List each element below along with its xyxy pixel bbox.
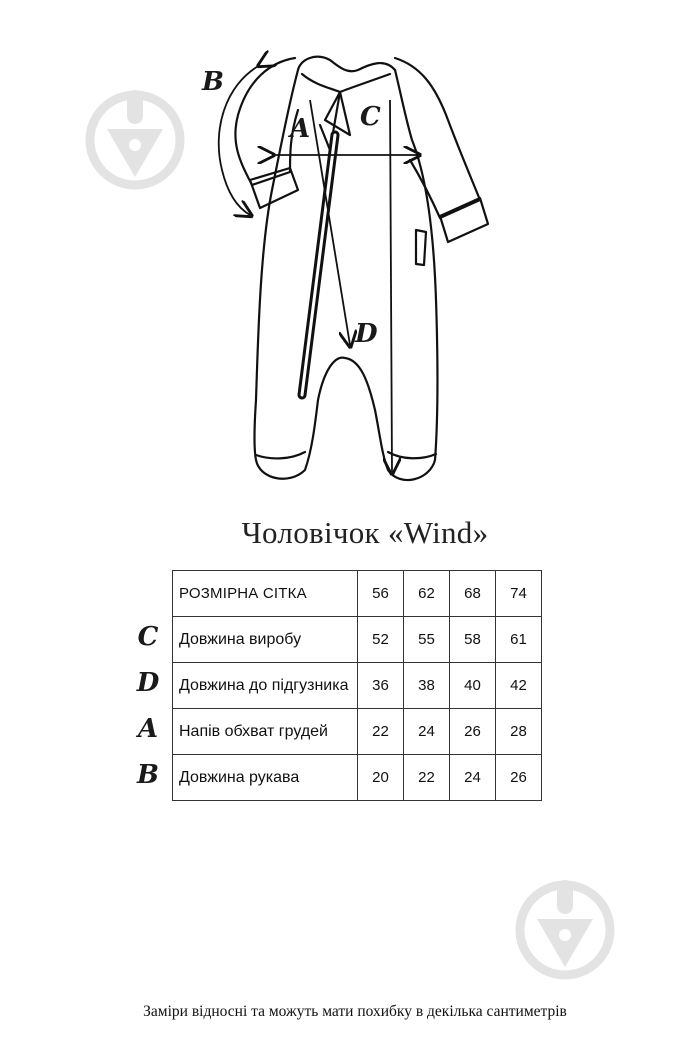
table-cell: 24 bbox=[404, 709, 450, 755]
table-row bbox=[173, 755, 542, 801]
table-row bbox=[173, 663, 542, 709]
collar bbox=[298, 57, 395, 72]
product-title: Чоловічок «Wind» bbox=[241, 515, 489, 550]
table-cell: 52 bbox=[358, 617, 404, 663]
table-cell: 42 bbox=[496, 663, 542, 709]
table-row bbox=[173, 709, 542, 755]
right-sleeve bbox=[395, 58, 480, 218]
watermark-logo-icon bbox=[85, 85, 185, 195]
table-cell: 22 bbox=[358, 709, 404, 755]
table-cell: 28 bbox=[496, 709, 542, 755]
size-column-header: 68 bbox=[450, 571, 496, 617]
table-cell: 20 bbox=[358, 755, 404, 801]
table-cell: 22 bbox=[404, 755, 450, 801]
table-cell: 36 bbox=[358, 663, 404, 709]
table-cell: 61 bbox=[496, 617, 542, 663]
size-column-header: 74 bbox=[496, 571, 542, 617]
row-letter-c: C bbox=[137, 622, 159, 652]
table-row bbox=[173, 617, 542, 663]
row-label: Довжина рукава bbox=[173, 755, 358, 801]
table-cell: 38 bbox=[404, 663, 450, 709]
table-header-label: РОЗМІРНА СІТКА bbox=[173, 571, 358, 617]
size-column-header: 56 bbox=[358, 571, 404, 617]
bodysuit-illustration bbox=[190, 40, 510, 510]
label-b: B bbox=[202, 67, 224, 97]
watermark-logo-icon bbox=[515, 875, 615, 985]
table-cell: 40 bbox=[450, 663, 496, 709]
label-a: A bbox=[290, 114, 311, 144]
label-c: C bbox=[360, 102, 381, 132]
table-cell: 26 bbox=[496, 755, 542, 801]
size-chart-table bbox=[172, 570, 542, 801]
table-cell: 58 bbox=[450, 617, 496, 663]
size-column-header: 62 bbox=[404, 571, 450, 617]
table-cell: 55 bbox=[404, 617, 450, 663]
table-cell: 26 bbox=[450, 709, 496, 755]
row-letter-a: A bbox=[137, 714, 159, 744]
right-cuff bbox=[440, 198, 488, 242]
table-header-row bbox=[173, 571, 542, 617]
row-label: Довжина виробу bbox=[173, 617, 358, 663]
table-cell: 24 bbox=[450, 755, 496, 801]
left-cuff bbox=[250, 168, 298, 208]
label-d: D bbox=[355, 319, 378, 349]
row-label: Довжина до підгузника bbox=[173, 663, 358, 709]
row-label: Напів обхват грудей bbox=[173, 709, 358, 755]
row-letter-b: B bbox=[137, 760, 159, 790]
row-letter-d: D bbox=[136, 668, 160, 698]
measurement-disclaimer: Заміри відносні та можуть мати похибку в декілька сантиметрів bbox=[143, 1003, 567, 1020]
